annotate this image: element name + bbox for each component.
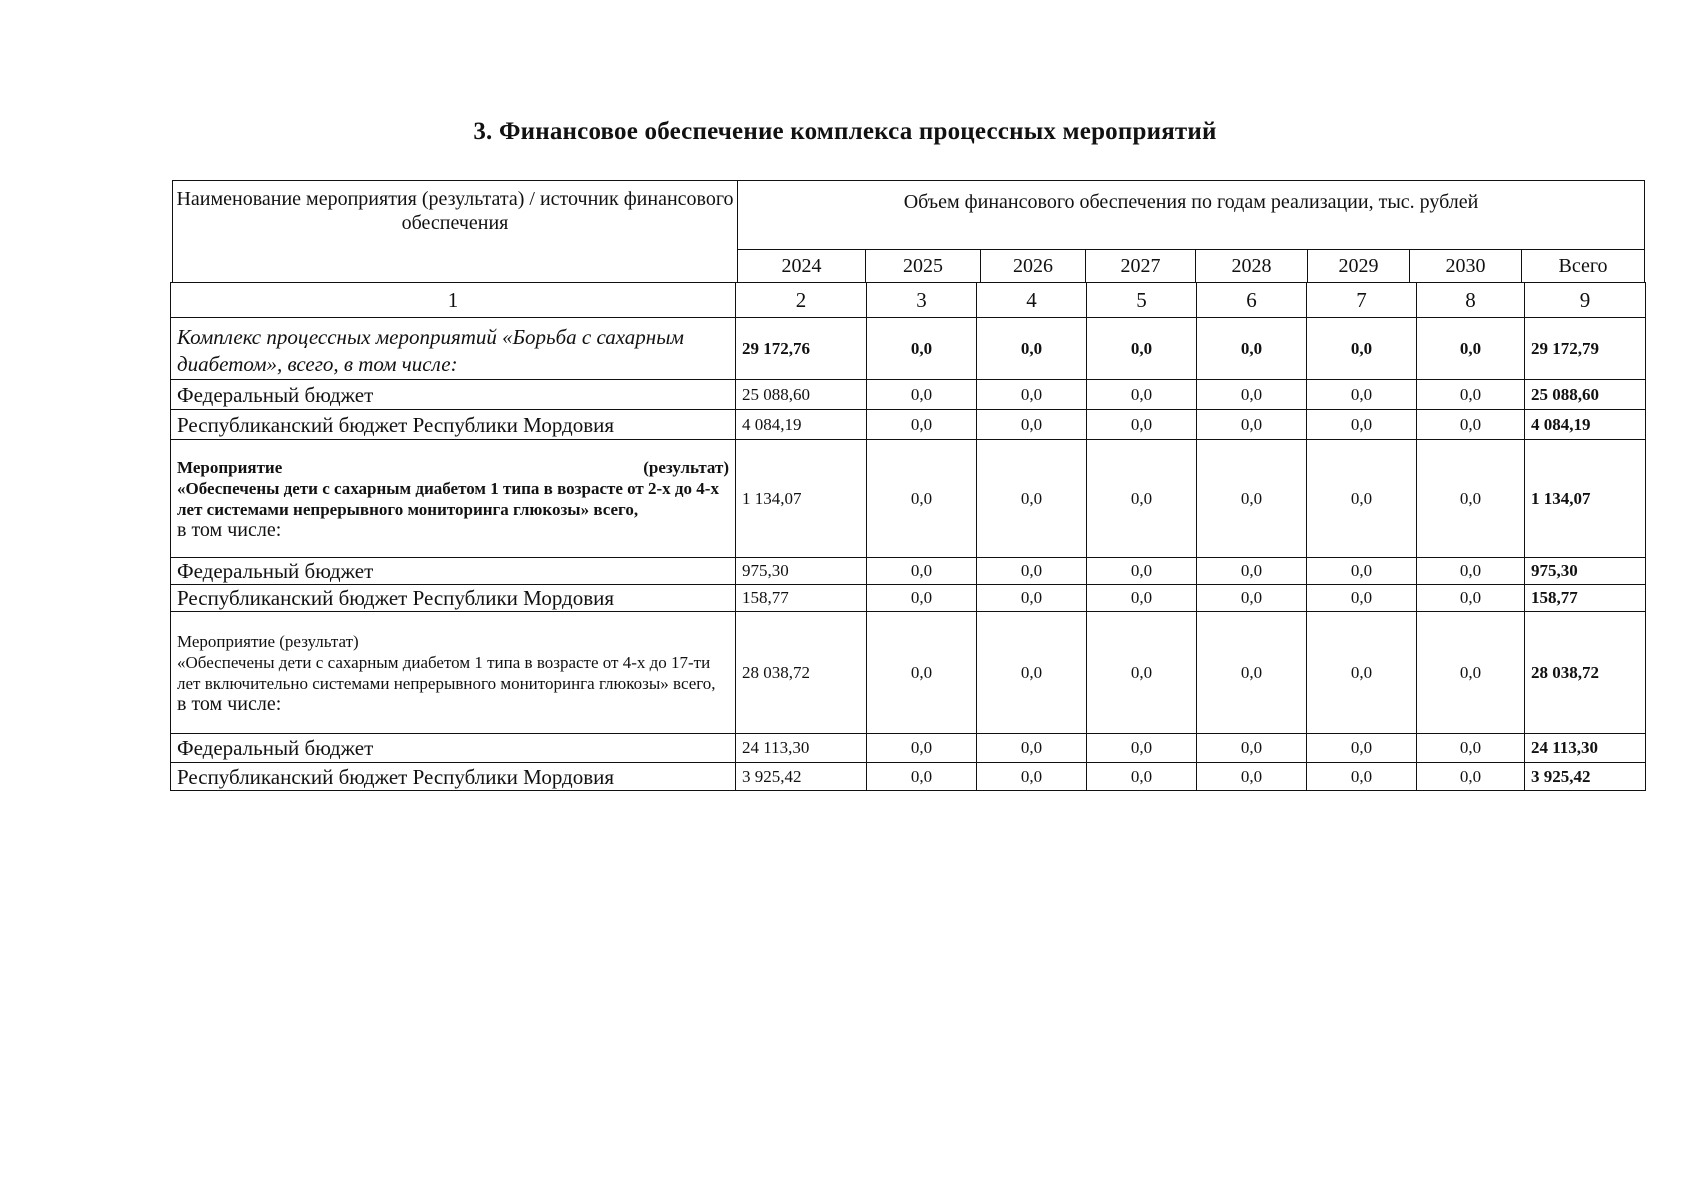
column-number: 6	[1197, 283, 1307, 318]
row-name: Республиканский бюджет Республики Мордовия	[171, 763, 736, 791]
table-row	[171, 318, 1646, 380]
row-value: 0,0	[1307, 585, 1417, 612]
row-name-head: Мероприятие (результат)	[177, 631, 359, 651]
row-name-head-left: Мероприятие	[177, 457, 283, 477]
row-value: 0,0	[1087, 763, 1197, 791]
row-value: 4 084,19	[736, 410, 867, 440]
row-value: 0,0	[977, 318, 1087, 380]
column-number: 1	[171, 283, 736, 318]
row-value: 0,0	[1087, 380, 1197, 410]
table-row	[171, 734, 1646, 763]
row-total: 975,30	[1525, 558, 1646, 585]
row-total: 25 088,60	[1525, 380, 1646, 410]
row-value: 0,0	[1417, 380, 1525, 410]
header-year: 2029	[1308, 250, 1410, 283]
row-value: 0,0	[867, 612, 977, 734]
row-value: 0,0	[1087, 612, 1197, 734]
row-value: 0,0	[1417, 410, 1525, 440]
row-name	[171, 612, 736, 734]
row-total: 3 925,42	[1525, 763, 1646, 791]
column-number: 9	[1525, 283, 1646, 318]
row-value: 0,0	[1197, 410, 1307, 440]
row-value: 0,0	[1417, 585, 1525, 612]
row-value: 0,0	[1197, 585, 1307, 612]
row-value: 0,0	[977, 763, 1087, 791]
row-value: 29 172,76	[736, 318, 867, 380]
row-name-body: «Обеспечены дети с сахарным диабетом 1 типа в возрасте от 4-х до 17-ти лет включительно системами непрерывного мониторинга глюкозы» всего,	[177, 652, 716, 693]
row-value: 0,0	[1197, 440, 1307, 558]
row-value: 0,0	[977, 612, 1087, 734]
row-value: 3 925,42	[736, 763, 867, 791]
column-number: 2	[736, 283, 867, 318]
row-value: 0,0	[1417, 763, 1525, 791]
row-value: 0,0	[1307, 612, 1417, 734]
row-value: 158,77	[736, 585, 867, 612]
row-name-head	[177, 457, 729, 478]
row-total: 158,77	[1525, 585, 1646, 612]
row-value: 0,0	[1307, 410, 1417, 440]
table-body	[170, 282, 1646, 791]
row-name: Республиканский бюджет Республики Мордовия	[171, 410, 736, 440]
row-name	[171, 440, 736, 558]
row-value: 0,0	[1307, 440, 1417, 558]
row-value: 0,0	[1197, 558, 1307, 585]
row-value: 28 038,72	[736, 612, 867, 734]
row-value: 0,0	[1087, 734, 1197, 763]
column-number: 8	[1417, 283, 1525, 318]
row-value: 0,0	[867, 410, 977, 440]
header-name-column: Наименование мероприятия (результата) / источник финансового обеспечения	[173, 181, 738, 283]
header-year: 2028	[1196, 250, 1308, 283]
header-total: Всего	[1522, 250, 1645, 283]
row-value: 0,0	[867, 318, 977, 380]
row-value: 0,0	[867, 585, 977, 612]
row-name-head-right: (результат)	[643, 457, 729, 477]
column-number: 7	[1307, 283, 1417, 318]
table-row	[171, 440, 1646, 558]
row-name-body: «Обеспечены дети с сахарным диабетом 1 типа в возрасте от 2-х до 4-х лет системами непрерывного мониторинга глюкозы» всего,	[177, 478, 719, 519]
row-value: 0,0	[1307, 734, 1417, 763]
row-value: 0,0	[1087, 440, 1197, 558]
row-value: 0,0	[867, 734, 977, 763]
row-value: 0,0	[1307, 558, 1417, 585]
row-value: 0,0	[1197, 763, 1307, 791]
row-value: 0,0	[1087, 558, 1197, 585]
row-total: 24 113,30	[1525, 734, 1646, 763]
table-row	[171, 410, 1646, 440]
row-value: 0,0	[1087, 585, 1197, 612]
header-year: 2024	[738, 250, 866, 283]
header-year: 2026	[981, 250, 1086, 283]
row-value: 0,0	[1197, 318, 1307, 380]
row-value: 0,0	[977, 585, 1087, 612]
row-value: 0,0	[1307, 380, 1417, 410]
row-value: 0,0	[1417, 558, 1525, 585]
header-year: 2027	[1086, 250, 1196, 283]
table-row	[171, 585, 1646, 612]
row-value: 0,0	[977, 410, 1087, 440]
row-value: 0,0	[1197, 734, 1307, 763]
row-value: 0,0	[1417, 440, 1525, 558]
row-value: 0,0	[1307, 318, 1417, 380]
row-value: 1 134,07	[736, 440, 867, 558]
row-name: Комплекс процессных мероприятий «Борьба с сахарным диабетом», всего, в том числе:	[171, 318, 736, 380]
row-total: 28 038,72	[1525, 612, 1646, 734]
row-value: 0,0	[977, 558, 1087, 585]
row-name: Федеральный бюджет	[171, 734, 736, 763]
header-volume-column: Объем финансового обеспечения по годам реализации, тыс. рублей	[738, 181, 1645, 250]
row-value: 24 113,30	[736, 734, 867, 763]
table-row	[171, 380, 1646, 410]
row-total: 1 134,07	[1525, 440, 1646, 558]
row-name: Федеральный бюджет	[171, 558, 736, 585]
row-value: 0,0	[1087, 318, 1197, 380]
page-title: 3. Финансовое обеспечение комплекса процессных мероприятий	[473, 118, 1217, 145]
row-value: 0,0	[977, 380, 1087, 410]
row-value: 25 088,60	[736, 380, 867, 410]
row-value: 0,0	[977, 440, 1087, 558]
row-name-tail: в том числе:	[177, 692, 282, 715]
column-number: 4	[977, 283, 1087, 318]
table-row	[171, 763, 1646, 791]
table-row	[171, 558, 1646, 585]
row-name-tail: в том числе:	[177, 518, 282, 541]
header-year: 2030	[1410, 250, 1522, 283]
column-number: 3	[867, 283, 977, 318]
table-header	[172, 180, 1645, 283]
row-name: Федеральный бюджет	[171, 380, 736, 410]
row-value: 0,0	[1417, 318, 1525, 380]
row-value: 0,0	[1197, 612, 1307, 734]
row-name: Республиканский бюджет Республики Мордовия	[171, 585, 736, 612]
column-numbers-row	[171, 283, 1646, 318]
row-value: 0,0	[1197, 380, 1307, 410]
row-value: 0,0	[867, 380, 977, 410]
row-value: 0,0	[1307, 763, 1417, 791]
row-value: 0,0	[1417, 734, 1525, 763]
row-value: 975,30	[736, 558, 867, 585]
row-value: 0,0	[1417, 612, 1525, 734]
row-total: 4 084,19	[1525, 410, 1646, 440]
table-row	[171, 612, 1646, 734]
row-value: 0,0	[867, 558, 977, 585]
row-value: 0,0	[867, 440, 977, 558]
column-number: 5	[1087, 283, 1197, 318]
row-value: 0,0	[1087, 410, 1197, 440]
row-value: 0,0	[977, 734, 1087, 763]
header-year: 2025	[866, 250, 981, 283]
row-total: 29 172,79	[1525, 318, 1646, 380]
row-value: 0,0	[867, 763, 977, 791]
